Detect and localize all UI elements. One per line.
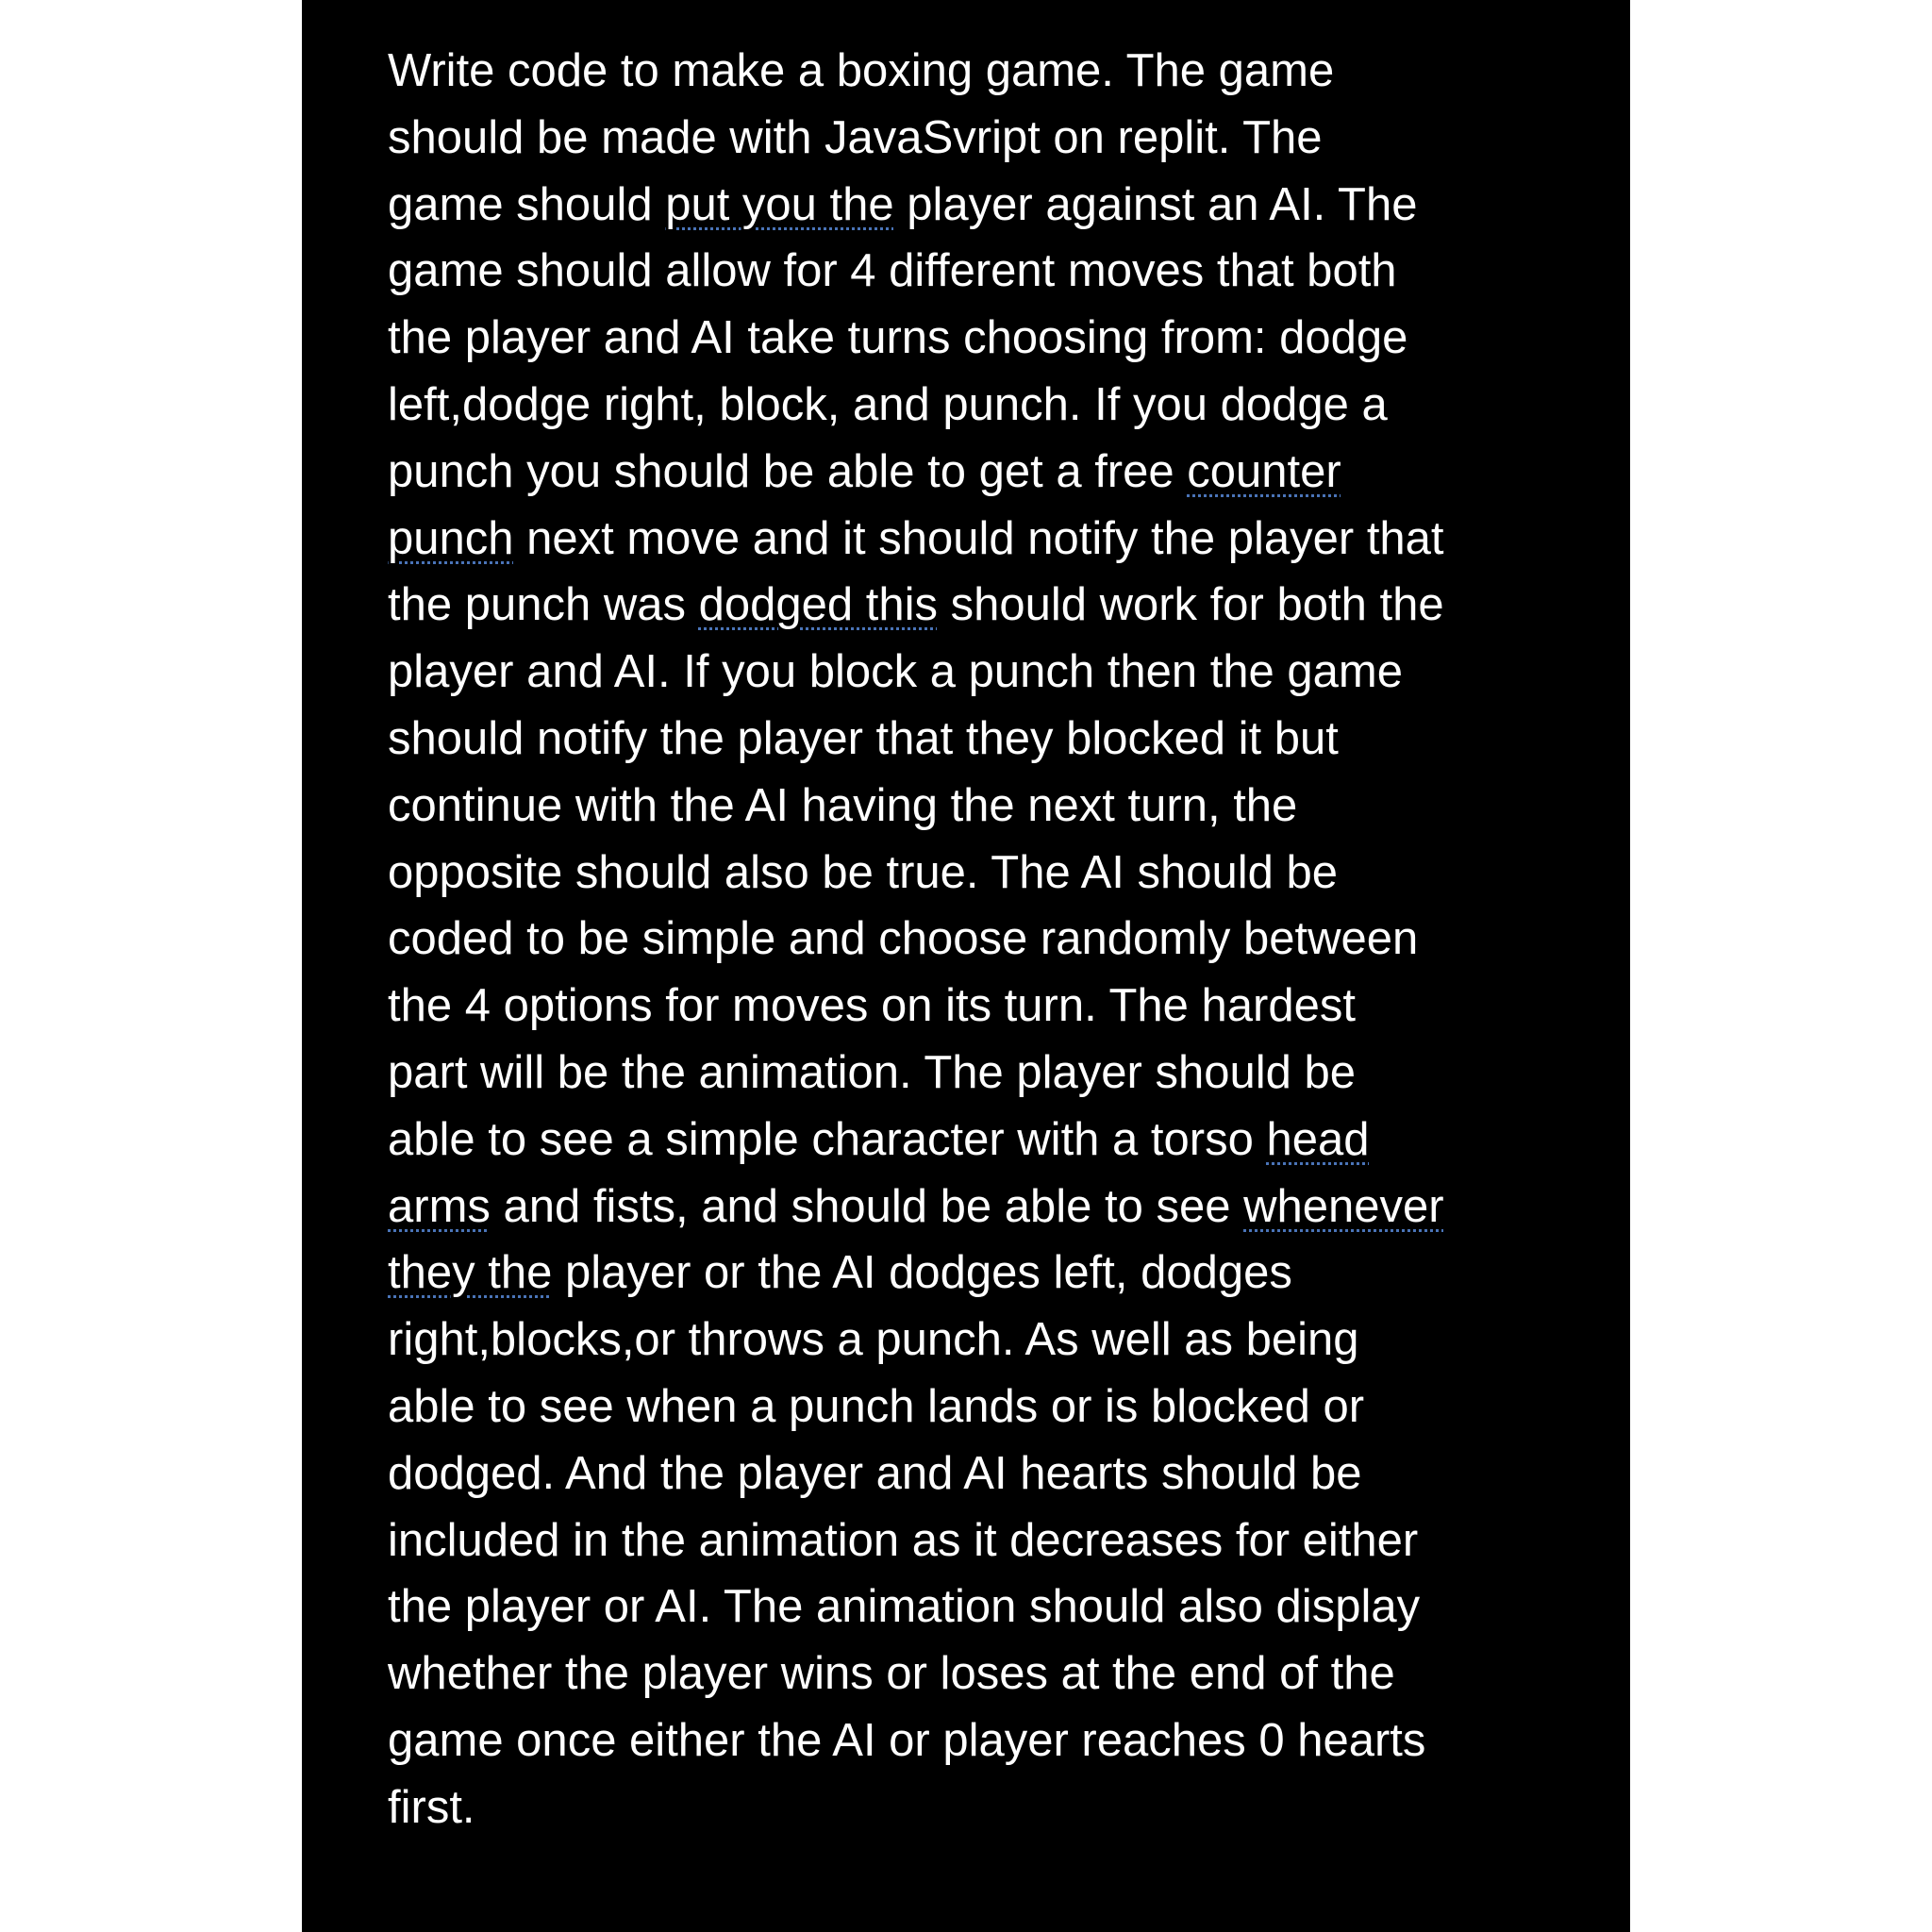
text-segment: game once either the AI or player reaches 0 hearts [388, 1714, 1426, 1766]
text-line [388, 105, 1614, 172]
text-segment: continue with the AI having the next turn, the [388, 779, 1298, 831]
text-segment: opposite should also be true. The AI should be [388, 846, 1339, 898]
text-segment: part will be the animation. The player should be [388, 1046, 1356, 1098]
text-segment: the punch was [388, 579, 699, 631]
grammar-flagged-text: dodged this [698, 579, 938, 631]
text-segment: coded to be simple and choose randomly between [388, 913, 1419, 965]
text-line [388, 1507, 1614, 1574]
text-segment: should work for both the [937, 579, 1444, 631]
text-line [388, 773, 1614, 840]
text-line [388, 1574, 1614, 1641]
text-line [388, 172, 1614, 239]
text-line [388, 840, 1614, 907]
text-segment: first. [388, 1781, 475, 1833]
text-line [388, 1240, 1614, 1307]
grammar-flagged-text: arms [388, 1180, 491, 1232]
text-segment: whether the player wins or loses at the end of the [388, 1648, 1395, 1700]
text-line [388, 1707, 1614, 1774]
text-segment: next move and it should notify the player that [513, 512, 1444, 564]
text-segment: dodged. And the player and AI hearts should be [388, 1447, 1362, 1499]
text-segment: the 4 options for moves on its turn. The hardest [388, 980, 1356, 1032]
text-line [388, 439, 1614, 506]
text-segment: player or the AI dodges left, dodges [552, 1247, 1292, 1299]
text-segment: player against an AI. The [893, 178, 1418, 230]
text-segment: should notify the player that they blocked it but [388, 712, 1339, 764]
text-line [388, 1307, 1614, 1374]
text-segment: and fists, and should be able to see [490, 1180, 1244, 1232]
text-segment: the player and AI take turns choosing from: dodge [388, 312, 1408, 364]
text-segment: right,blocks,or throws a punch. As well as being [388, 1314, 1359, 1366]
text-line [388, 1174, 1614, 1241]
text-line [388, 238, 1614, 305]
text-segment: game should [388, 178, 666, 230]
grammar-flagged-text: they the [388, 1247, 553, 1299]
text-line [388, 1040, 1614, 1107]
grammar-flagged-text: whenever [1243, 1180, 1444, 1232]
text-segment: punch you should be able to get a free [388, 445, 1188, 497]
text-line [388, 1441, 1614, 1507]
text-line [388, 1107, 1614, 1174]
text-line [388, 506, 1614, 573]
grammar-flagged-text: counter [1187, 445, 1341, 497]
text-line [388, 973, 1614, 1040]
text-segment: the player or AI. The animation should also display [388, 1581, 1421, 1633]
text-segment: able to see when a punch lands or is blocked or [388, 1380, 1365, 1432]
text-segment: included in the animation as it decreases for either [388, 1514, 1419, 1566]
document-body-text [388, 38, 1614, 1841]
document-page [302, 0, 1630, 1932]
text-line [388, 572, 1614, 639]
text-line [388, 906, 1614, 973]
text-segment: game should allow for 4 different moves that both [388, 245, 1397, 297]
text-line [388, 1774, 1614, 1841]
text-segment: should be made with JavaSvript on replit. The [388, 111, 1323, 163]
text-line [388, 305, 1614, 372]
text-line [388, 639, 1614, 706]
text-line [388, 372, 1614, 439]
grammar-flagged-text: punch [388, 512, 514, 564]
text-line [388, 38, 1614, 105]
text-segment: left,dodge right, block, and punch. If you dodge a [388, 378, 1388, 430]
text-segment: Write code to make a boxing game. The game [388, 45, 1335, 96]
text-segment: able to see a simple character with a torso [388, 1113, 1267, 1165]
grammar-flagged-text: put you the [665, 178, 894, 230]
text-segment: player and AI. If you block a punch then the game [388, 646, 1403, 698]
text-line [388, 706, 1614, 773]
text-line [388, 1641, 1614, 1707]
text-line [388, 1374, 1614, 1441]
grammar-flagged-text: head [1266, 1113, 1370, 1165]
